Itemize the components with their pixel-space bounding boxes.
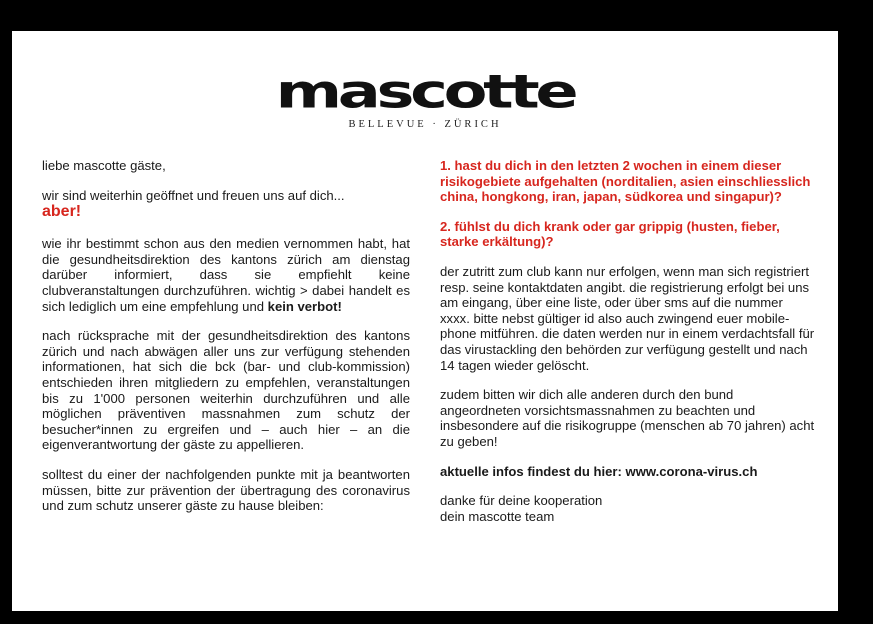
stay-home-paragraph: solltest du einer der nachfolgenden punkte mit ja beantworten müssen, bitte zur prävention der übertragung des coronavirus und zum schutz unserer gäste zu hause bleiben: [42, 466, 410, 514]
question-1: 1. hast du dich in den letzten 2 wochen in einem dieser risikogebiete aufgehalten (norditalien, asien einschliesslich china, hongkong, iran, japan, südkorea und singapur)? [440, 158, 811, 205]
registration-paragraph: der zutritt zum club kann nur erfolgen, wenn man sich registriert resp. seine kontaktdaten angibt. die registrierung erfolgt bei uns am eingang, über eine liste, oder über sms auf die nummer xxxx. bitte nebst gültiger id also auch zwingend euer mobile-phone mitführen. die daten werden nur in einem verdachtsfall für das virustackling den behörden zur verfügung gestellt und nach 14 tagen wieder gelöscht. [440, 263, 815, 373]
recommendation-paragraph [42, 236, 410, 314]
info-line [440, 464, 815, 480]
mascotte-logo: mascotte [275, 65, 575, 120]
left-column [42, 158, 410, 528]
logo-wrap [12, 65, 838, 120]
thanks-line: danke für deine kooperation [440, 493, 603, 509]
right-column [440, 158, 815, 538]
notice-card [12, 31, 838, 611]
signature-line: dein mascotte team [440, 508, 555, 524]
info-link-text: aktuelle infos findest du hier: www.corona-virus.ch [440, 463, 758, 479]
bck-paragraph: nach rücksprache mit der gesundheitsdirektion des kantons zürich und nach abwägen aller uns zur verfügung stehenden informationen, hat sich die bck (bar- und club-kommission) entschieden ihren mitgliedern zu empfehlen, veranstaltungen bis zu 1'000 personen weiterhin durchzuführen und alle möglichen präventiven massnahmen zum schutz der besucher*innen zu ergreifen und – auch hier – an die eigenverantwortung der gäste zu appellieren. [42, 328, 410, 453]
question-2: 2. fühlst du dich krank oder gar grippig (husten, fieber, starke erkältung)? [440, 218, 780, 250]
kein-verbot: kein verbot! [267, 298, 342, 314]
precautions-paragraph: zudem bitten wir dich alle anderen durch den bund angeordneten vorsichtsmassnahmen zu beachten und insbesondere auf die risikogruppe (menschen ab 70 jahren) acht zu geben! [440, 387, 815, 449]
open-notice-text: wir sind weiterhin geöffnet und freuen uns auf dich... [42, 187, 345, 203]
closing [440, 493, 815, 524]
tagline: BELLEVUE · ZÜRICH [348, 119, 502, 130]
open-notice [42, 188, 410, 221]
aber-emphasis: aber! [42, 203, 82, 221]
greeting: liebe mascotte gäste, [42, 158, 166, 173]
recommendation-text: wie ihr bestimmt schon aus den medien vernommen habt, hat die gesundheitsdirektion des kantons zürich am dienstag darüber informiert, dass sie empfiehlt keine clubveranstaltungen durchzuführen. wichtig > dabei handelt es sich lediglich um eine empfehlung und [42, 236, 410, 314]
